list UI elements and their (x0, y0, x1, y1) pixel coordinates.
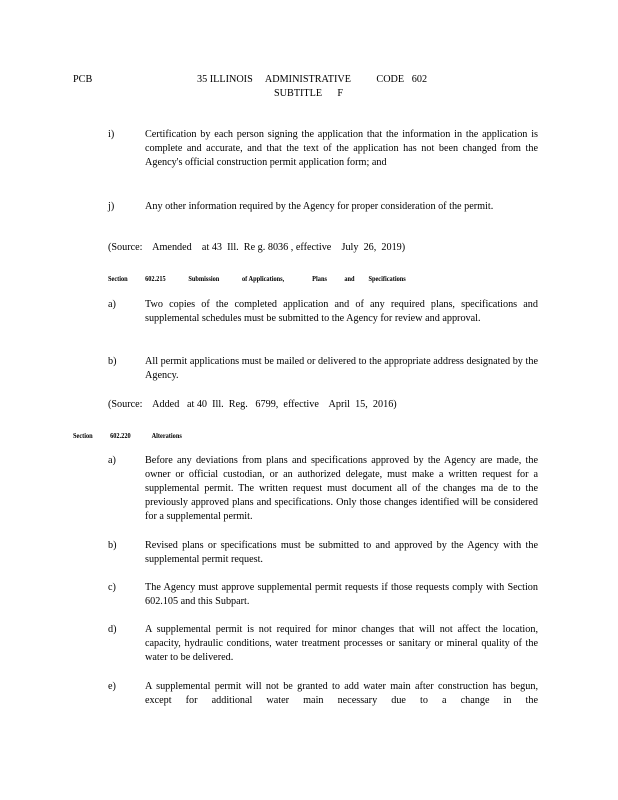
section-title-word: Submission (188, 275, 220, 283)
section-word: Section (73, 432, 93, 440)
item-text: Certification by each person signing the application that the information in the application is complete and accurate, and that the text of the application has not been changed from the Agency's official construction permit application form; and (145, 129, 538, 168)
list-item-b (108, 355, 538, 383)
item-label: a) (108, 455, 116, 466)
list-item-i (108, 128, 538, 184)
section-title-word: Specifications (368, 275, 406, 283)
item-text: Two copies of the completed application and of any required plans, specifications and supplemental schedules must be submitted to the Agency for review and approval. (145, 299, 538, 324)
list-item-j (108, 200, 538, 228)
item-text: The Agency must approve supplemental permit requests if those requests comply with Section 602.105 and this Subpart. (145, 582, 538, 607)
section-title-word: of Applications, (242, 275, 285, 283)
list-item-a (108, 454, 538, 524)
item-label: i) (108, 129, 115, 140)
header-title-line2: SUBTITLE F (274, 88, 344, 99)
section-title-word: and (344, 275, 355, 283)
item-text: All permit applications must be mailed or delivered to the appropriate address designated by the Agency. (145, 356, 538, 381)
section-number: 602.220 (110, 432, 131, 440)
section-word: Section (108, 275, 128, 283)
list-item-a (108, 298, 538, 340)
item-text: Before any deviations from plans and specifications approved by the Agency are made, the owner or official custodian, or an authorized delegate, must make a written request for a supplemental permit. The written request must document all of the changes ma de to the previously approved plans and specifications. Only those changes identified will be considered for a supplemental permit. (145, 455, 538, 522)
item-text: A supplemental permit is not required for minor changes that will not affect the location, capacity, hydraulic conditions, water treatment processes or sanitary or mineral quality of the water to be delivered. (145, 624, 538, 663)
section-heading (108, 272, 406, 286)
item-label: j) (108, 201, 115, 212)
list-item-d (108, 623, 538, 665)
header-pcb: PCB (73, 74, 93, 85)
item-label: a) (108, 299, 116, 310)
section-heading (73, 429, 182, 443)
section-title-word: Plans (312, 275, 327, 283)
section-title: Alterations (151, 432, 182, 440)
item-text: Revised plans or specifications must be submitted to and approved by the Agency with the supplemental permit request. (145, 540, 538, 565)
item-text: A supplemental permit will not be granted to add water main after construction has begun, except for additional water main necessary due to a change in the (145, 681, 538, 706)
list-item-e (108, 680, 538, 708)
list-item-b (108, 539, 538, 567)
item-label: c) (108, 582, 116, 593)
item-label: b) (108, 356, 117, 367)
item-label: b) (108, 540, 117, 551)
item-text: Any other information required by the Agency for proper consideration of the permit. (145, 201, 494, 212)
section-number: 602.215 (145, 275, 166, 283)
source-note: (Source: Added at 40 Ill. Reg. 6799, effective April 15, 2016) (108, 399, 397, 410)
item-label: d) (108, 624, 117, 635)
header-title-line1: 35 ILLINOIS ADMINISTRATIVE CODE 602 (197, 74, 428, 85)
source-note: (Source: Amended at 43 Ill. Re g. 8036 , effective July 26, 2019) (108, 242, 406, 253)
item-label: e) (108, 681, 116, 692)
list-item-c (108, 581, 538, 609)
